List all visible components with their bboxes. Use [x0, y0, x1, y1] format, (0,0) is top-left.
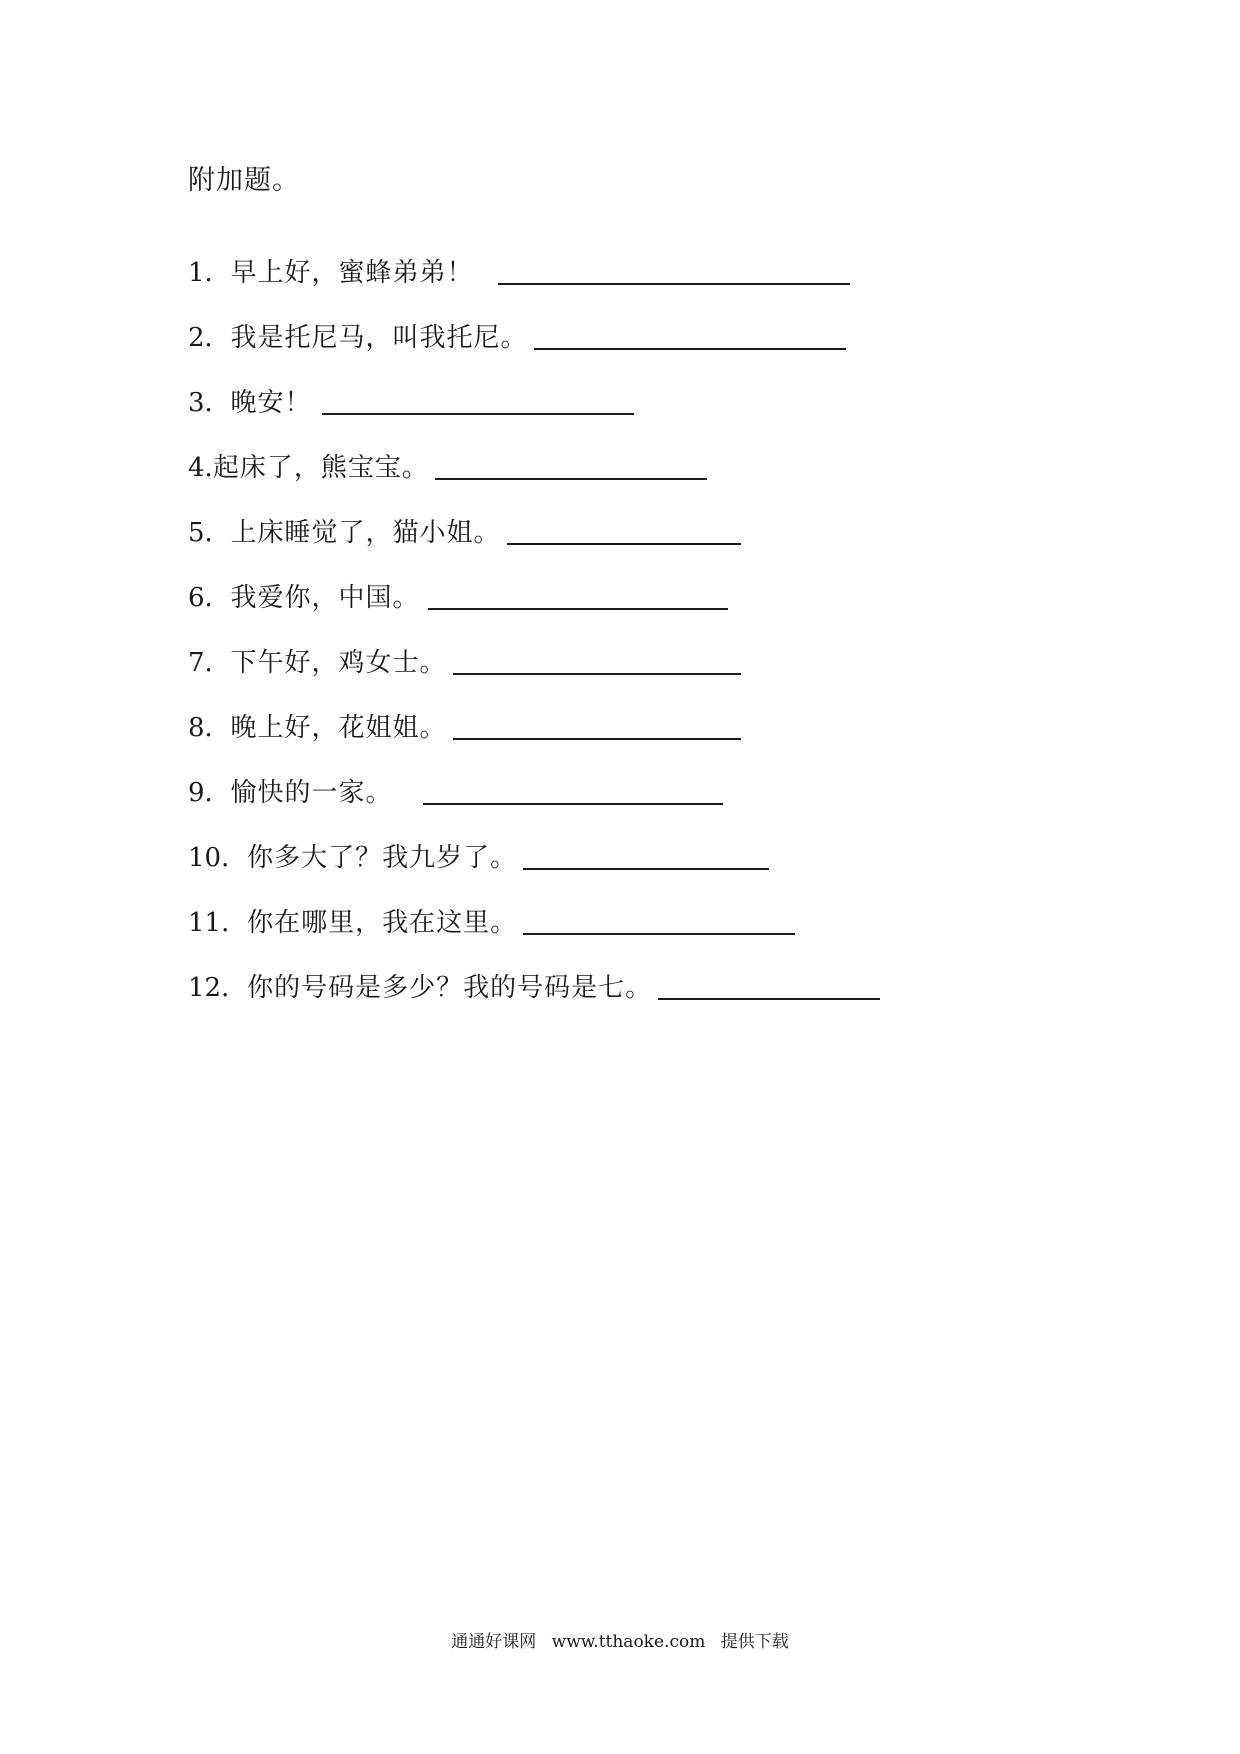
- question-item: [188, 486, 880, 551]
- question-item: [188, 421, 880, 486]
- footer-site-name: 通通好课网: [451, 1632, 537, 1652]
- question-item: [188, 681, 880, 746]
- question-text: 晚安！: [230, 388, 312, 418]
- question-item: [188, 226, 880, 291]
- answer-blank[interactable]: [453, 673, 741, 675]
- question-number: 7．: [188, 648, 231, 678]
- question-text: 上床睡觉了，猫小姐。: [230, 518, 501, 548]
- question-item: [188, 941, 880, 1006]
- answer-blank[interactable]: [423, 803, 723, 805]
- question-text: 晚上好，花姐姐。: [230, 713, 447, 743]
- answer-blank[interactable]: [453, 738, 741, 740]
- question-item: [188, 616, 880, 681]
- answer-blank[interactable]: [523, 933, 795, 935]
- question-text: 你的号码是多少？我的号码是七。: [247, 973, 653, 1003]
- question-text: 你多大了？我九岁了。: [247, 843, 518, 873]
- question-text: 早上好，蜜蜂弟弟！: [230, 258, 474, 288]
- question-text: 下午好，鸡女士。: [230, 648, 447, 678]
- question-number: 3．: [188, 388, 231, 418]
- footer-suffix: 提供下载: [720, 1632, 789, 1652]
- answer-blank[interactable]: [523, 868, 769, 870]
- answer-blank[interactable]: [534, 348, 846, 350]
- question-item: [188, 811, 880, 876]
- question-list: [188, 226, 880, 1006]
- answer-blank[interactable]: [658, 998, 880, 1000]
- question-item: [188, 876, 880, 941]
- page-footer: [0, 1630, 1240, 1654]
- question-item: [188, 551, 880, 616]
- question-number: 6．: [188, 583, 231, 613]
- question-number: 2．: [188, 323, 231, 353]
- answer-blank[interactable]: [322, 413, 634, 415]
- question-number: 12．: [188, 973, 248, 1003]
- question-number: 1．: [188, 258, 231, 288]
- answer-blank[interactable]: [498, 283, 850, 285]
- question-text: 你在哪里，我在这里。: [247, 908, 518, 938]
- question-number: 9．: [188, 778, 231, 808]
- footer-url[interactable]: www.tthaoke.com: [551, 1632, 706, 1652]
- question-item: [188, 356, 880, 421]
- question-number: 5．: [188, 518, 231, 548]
- answer-blank[interactable]: [435, 478, 707, 480]
- question-text: 我是托尼马，叫我托尼。: [230, 323, 528, 353]
- question-item: [188, 291, 880, 356]
- question-item: [188, 746, 880, 811]
- section-heading: 附加题。: [188, 165, 300, 196]
- answer-blank[interactable]: [428, 608, 728, 610]
- question-number: 10．: [188, 843, 248, 873]
- answer-blank[interactable]: [507, 543, 741, 545]
- question-number: 8．: [188, 713, 231, 743]
- question-number: 11．: [188, 908, 248, 938]
- question-number: 4.: [188, 453, 213, 483]
- question-text: 我爱你，中国。: [230, 583, 420, 613]
- question-text: 愉快的一家。: [230, 778, 393, 808]
- question-text: 起床了，熊宝宝。: [212, 453, 429, 483]
